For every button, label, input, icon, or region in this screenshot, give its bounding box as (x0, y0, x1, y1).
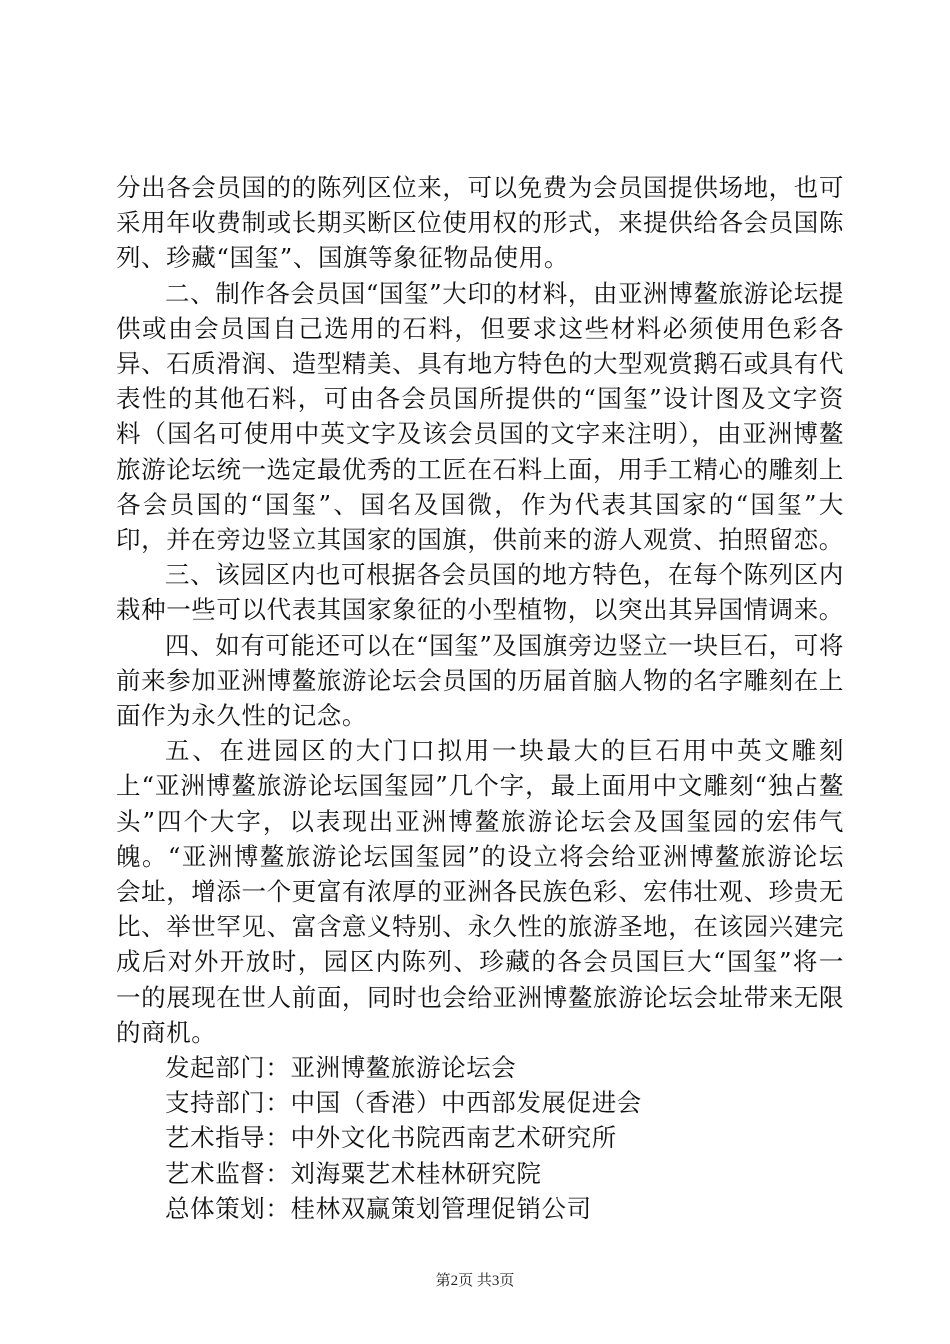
credit-initiator: 发起部门：亚洲博鳌旅游论坛会 (165, 1053, 517, 1083)
credit-art-supervisor: 艺术监督：刘海粟艺术桂林研究院 (165, 1158, 542, 1188)
credit-art-director: 艺术指导：中外文化书院西南艺术研究所 (165, 1123, 617, 1153)
paragraph-section-3: 三、该园区内也可根据各会员国的地方特色，在每个陈列区内栽种一些可以代表其国家象征的小型植物，以突出其异国情调来。 (116, 560, 844, 625)
credit-planner: 总体策划：桂林双赢策划管理促销公司 (165, 1193, 592, 1223)
paragraph-section-5: 五、在进园区的大门口拟用一块最大的巨石用中英文雕刻上“亚洲博鳌旅游论坛国玺园”几个字，最上面用中文雕刻“独占鳌头”四个大字，以表现出亚洲博鳌旅游论坛会及国玺园的宏伟气魄。“亚洲博鳌旅游论坛国玺园”的设立将会给亚洲博鳌旅游论坛会址，增添一个更富有浓厚的亚洲各民族色彩、宏伟壮观、珍贵无比、举世罕见、富含意义特别、永久性的旅游圣地，在该园兴建完成后对外开放时，园区内陈列、珍藏的各会员国巨大“国玺”将一一的展现在世人前面，同时也会给亚洲博鳌旅游论坛会址带来无限的商机。 (116, 736, 844, 1047)
document-body (116, 170, 844, 1226)
credit-supporter: 支持部门：中国（香港）中西部发展促进会 (165, 1088, 642, 1118)
paragraph-section-4: 四、如有可能还可以在“国玺”及国旗旁边竖立一块巨石，可将前来参加亚洲博鳌旅游论坛会员国的历届首脑人物的名字雕刻在上面作为永久性的记念。 (116, 630, 844, 731)
paragraph-continuation: 分出各会员国的的陈列区位来，可以免费为会员国提供场地，也可采用年收费制或长期买断区位使用权的形式，来提供给各会员国陈列、珍藏“国玺”、国旗等象征物品使用。 (116, 173, 844, 273)
paragraph-section-2: 二、制作各会员国“国玺”大印的材料，由亚洲博鳌旅游论坛提供或由会员国自己选用的石料，但要求这些材料必须使用色彩各异、石质滑润、造型精美、具有地方特色的大型观赏鹅石或具有代表性的其他石料，可由各会员国所提供的“国玺”设计图及文字资料（国名可使用中英文字及该会员国的文字来注明），由亚洲博鳌旅游论坛统一选定最优秀的工匠在石料上面，用手工精心的雕刻上各会员国的“国玺”、国名及国微，作为代表其国家的“国玺”大印，并在旁边竖立其国家的国旗，供前来的游人观赏、拍照留恋。 (116, 278, 844, 555)
page-number-footer: 第2页 共3页 (435, 1273, 515, 1289)
